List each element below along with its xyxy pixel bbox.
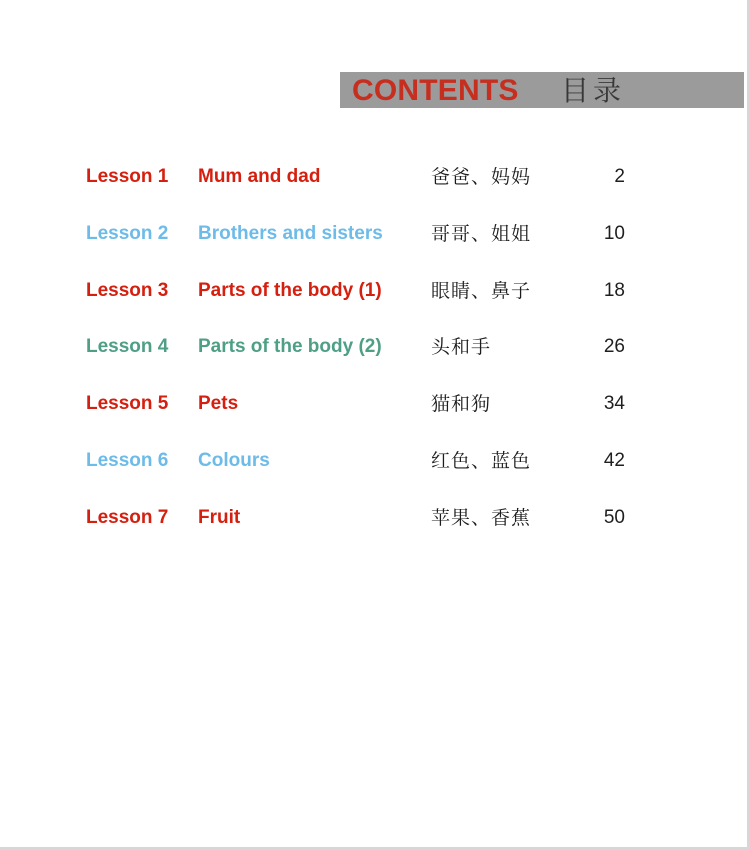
toc-row-lesson-4[interactable] xyxy=(0,330,750,364)
lesson-chinese-title: 红色、蓝色 xyxy=(431,450,532,472)
lesson-number: Lesson 4 xyxy=(86,336,169,357)
lesson-title: Fruit xyxy=(198,507,241,528)
page-number: 34 xyxy=(603,393,625,414)
lesson-title: Brothers and sisters xyxy=(198,223,383,244)
page-number: 10 xyxy=(603,223,625,244)
lesson-chinese-title: 苹果、香蕉 xyxy=(431,507,532,529)
toc-row-lesson-3[interactable] xyxy=(0,274,750,308)
lesson-chinese-title: 哥哥、姐姐 xyxy=(431,223,532,245)
lesson-number: Lesson 3 xyxy=(86,280,169,301)
page-number: 18 xyxy=(603,280,625,301)
page-number: 2 xyxy=(614,166,625,187)
page-number: 50 xyxy=(603,507,625,528)
lesson-chinese-title: 头和手 xyxy=(431,336,492,358)
lesson-number: Lesson 6 xyxy=(86,450,169,471)
lesson-chinese-title: 眼睛、鼻子 xyxy=(431,280,532,302)
toc-row-lesson-1[interactable] xyxy=(0,160,750,194)
lesson-number: Lesson 1 xyxy=(86,166,169,187)
page-number: 42 xyxy=(603,450,625,471)
lesson-title: Colours xyxy=(198,450,270,471)
toc-row-lesson-6[interactable] xyxy=(0,444,750,478)
lesson-chinese-title: 爸爸、妈妈 xyxy=(431,166,532,188)
toc-row-lesson-7[interactable] xyxy=(0,501,750,535)
lesson-chinese-title: 猫和狗 xyxy=(431,393,492,415)
contents-chinese-title: 目录 xyxy=(561,75,626,106)
contents-title: CONTENTS xyxy=(352,74,519,107)
lesson-number: Lesson 7 xyxy=(86,507,169,528)
lesson-number: Lesson 5 xyxy=(86,393,169,414)
toc-row-lesson-2[interactable] xyxy=(0,217,750,251)
lesson-title: Mum and dad xyxy=(198,166,321,187)
toc-row-lesson-5[interactable] xyxy=(0,387,750,421)
lesson-number: Lesson 2 xyxy=(86,223,169,244)
lesson-title: Parts of the body (2) xyxy=(198,336,382,357)
lesson-title: Parts of the body (1) xyxy=(198,280,382,301)
page-number: 26 xyxy=(603,336,625,357)
lesson-title: Pets xyxy=(198,393,239,414)
